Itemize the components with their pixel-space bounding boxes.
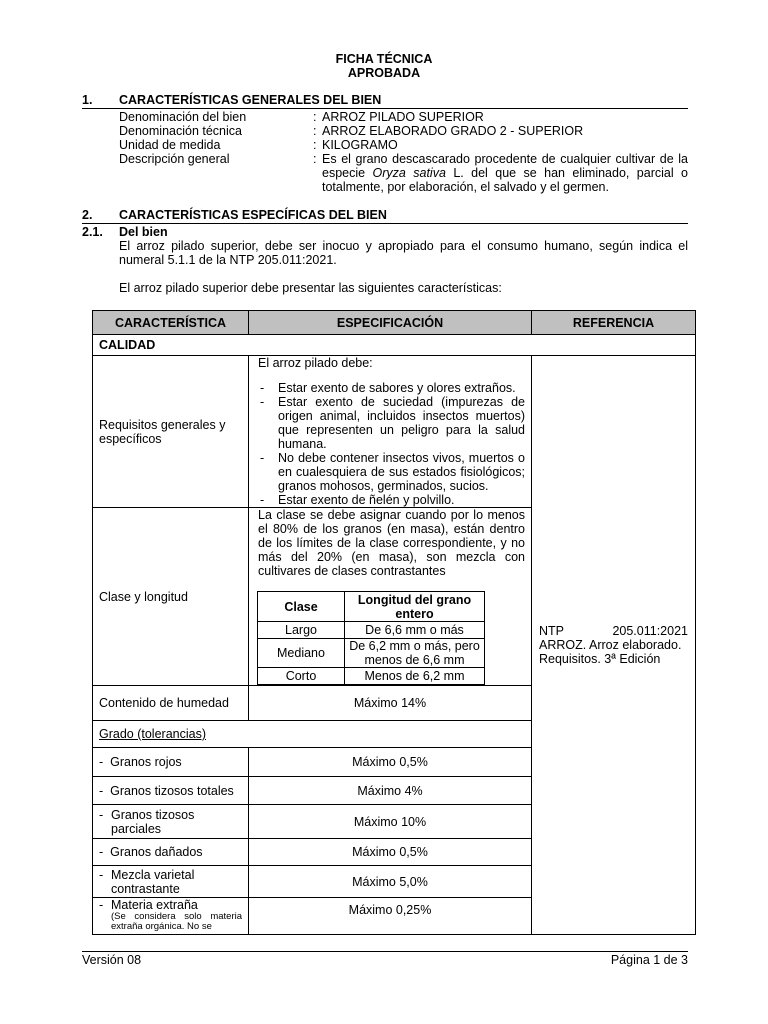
row-calidad: CALIDAD <box>92 334 696 356</box>
longitud-header: Longitud del grano entero <box>345 592 485 622</box>
table-row: - Granos dañados <box>92 838 249 866</box>
doc-title: FICHA TÉCNICA <box>335 52 433 66</box>
grado-row <box>92 720 532 748</box>
section-1-rule <box>82 108 688 109</box>
section-2-rule <box>82 223 688 224</box>
section-2-number: 2. <box>82 208 93 222</box>
humedad-label: Contenido de humedad <box>92 685 249 721</box>
list-item: - Estar exento de suciedad (impurezas de origen animal, incluidos insectos muertos) que representen un peligro para la salud humana. <box>258 395 525 451</box>
table-cell: Máximo 0,5% <box>248 747 532 777</box>
table-row: - Mezcla varietal contrastante <box>92 865 249 898</box>
gen-value-denominacion: ARROZ PILADO SUPERIOR <box>322 110 484 124</box>
table-cell: Máximo 0,25% <box>248 897 532 935</box>
reference-line1: NTP 205.011:2021 <box>539 624 688 638</box>
section-1-title: CARACTERÍSTICAS GENERALES DEL BIEN <box>119 93 382 107</box>
reference-cell <box>531 355 696 935</box>
table-cell: Menos de 6,2 mm <box>345 668 485 685</box>
lead-paragraph: El arroz pilado superior debe presentar las siguientes características: <box>119 281 502 295</box>
table-cell: Largo <box>258 622 345 639</box>
header-referencia: REFERENCIA <box>531 310 696 335</box>
subsection-title: Del bien <box>119 225 168 239</box>
gen-colon: : <box>313 138 317 152</box>
gen-label-denominacion: Denominación del bien <box>119 110 247 124</box>
table-cell: Máximo 4% <box>248 776 532 805</box>
table-row: - Granos tizosos totales <box>92 776 249 805</box>
table-cell: De 6,2 mm o más, pero menos de 6,6 mm <box>345 639 485 668</box>
header-caracteristica: CARACTERÍSTICA <box>92 310 249 335</box>
grado-label: Grado (tolerancias) <box>99 727 206 741</box>
table-cell: Mediano <box>258 639 345 668</box>
table-cell: Máximo 5,0% <box>248 865 532 898</box>
gen-colon: : <box>313 124 317 138</box>
table-cell: Corto <box>258 668 345 685</box>
clase-table <box>257 591 485 685</box>
species-name: Oryza sativa <box>372 166 446 180</box>
table-row: - Materia extraña (Se considera solo materia extraña orgánica. No se <box>92 897 249 935</box>
gen-colon: : <box>313 152 317 166</box>
subsection-number: 2.1. <box>82 225 103 239</box>
section-2-title: CARACTERÍSTICAS ESPECÍFICAS DEL BIEN <box>119 208 387 222</box>
materia-note: (Se considera solo materia extraña orgánica. No se <box>111 911 242 932</box>
reference-line3: Requisitos. 3ª Edición <box>539 652 661 666</box>
clase-header: Clase <box>258 592 345 622</box>
gen-label-descripcion: Descripción general <box>119 152 230 166</box>
section-1-number: 1. <box>82 93 93 107</box>
header-especificacion: ESPECIFICACIÓN <box>248 310 532 335</box>
gen-value-descripcion: Es el grano descascarado procedente de cualquier cultivar de la especie Oryza sativa L. del que se han eliminado, parcial o totalmente, por elaboración, el salvado y el germen. <box>322 152 688 194</box>
footer-rule <box>82 951 688 952</box>
intro-paragraph: El arroz pilado superior, debe ser inocuo y apropiado para el consumo humano, según indica el numeral 5.1.1 de la NTP 205.011:2021. <box>119 239 688 267</box>
gen-label-unidad: Unidad de medida <box>119 138 221 152</box>
doc-subtitle: APROBADA <box>347 66 421 80</box>
list-item: - No debe contener insectos vivos, muertos o en cualesquiera de sus estados fisiológicos; granos mohosos, germinados, sucios. <box>258 451 525 493</box>
footer-page: Página 1 de 3 <box>610 953 688 967</box>
req-label: Requisitos generales y específicos <box>92 355 249 508</box>
req-list <box>258 381 525 507</box>
table-row: - Granos tizosos parciales <box>92 804 249 839</box>
clase-label: Clase y longitud <box>92 507 249 686</box>
list-item: - Estar exento de sabores y olores extraños. <box>258 381 525 395</box>
footer-version: Versión 08 <box>82 953 142 967</box>
humedad-value: Máximo 14% <box>248 685 532 721</box>
gen-value-tecnica: ARROZ ELABORADO GRADO 2 - SUPERIOR <box>322 124 584 138</box>
table-cell: De 6,6 mm o más <box>345 622 485 639</box>
reference-text <box>539 624 688 666</box>
table-cell: Máximo 10% <box>248 804 532 839</box>
reference-line2: ARROZ. Arroz elaborado. <box>539 638 682 652</box>
table-row: - Granos rojos <box>92 747 249 777</box>
gen-label-tecnica: Denominación técnica <box>119 124 242 138</box>
req-spec <box>248 355 532 508</box>
list-item: - Estar exento de ñelén y polvillo. <box>258 493 525 507</box>
gen-colon: : <box>313 110 317 124</box>
clase-spec: La clase se debe asignar cuando por lo menos el 80% de los granos (en masa), están dentro de los límites de la clase correspondiente, y no más del 20% (en masa), son mezcla con cultivares de clases contrastantes <box>248 507 532 686</box>
gen-value-unidad: KILOGRAMO <box>322 138 398 152</box>
table-cell: Máximo 0,5% <box>248 838 532 866</box>
req-intro: El arroz pilado debe: <box>258 356 373 370</box>
